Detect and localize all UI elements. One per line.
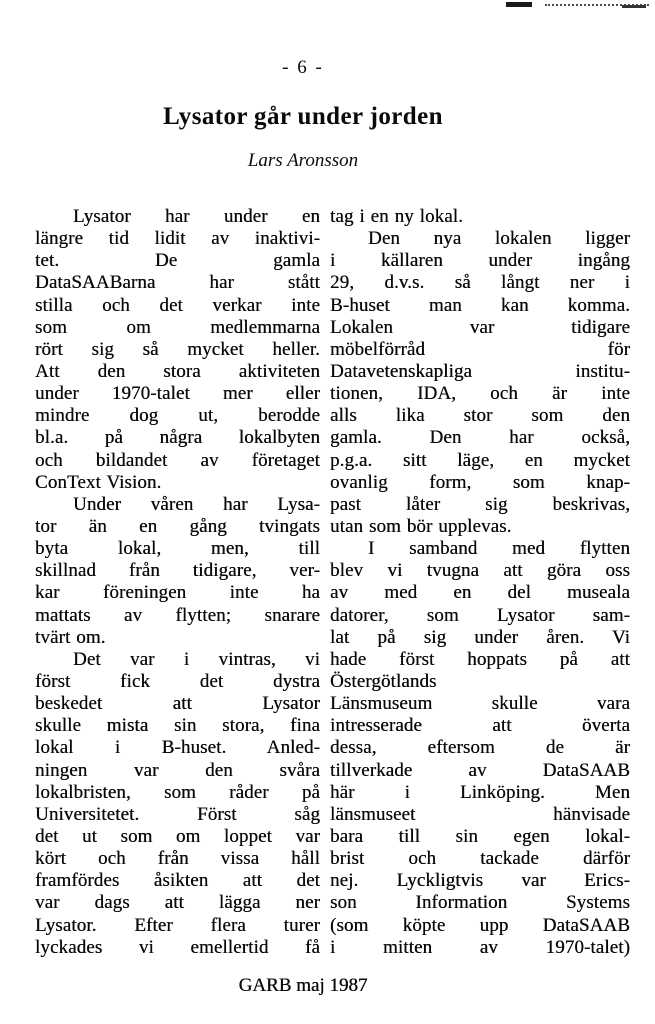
text-line: stilla och det verkar inte <box>35 294 320 316</box>
text-line: tag i en ny lokal. <box>330 206 463 227</box>
text-line: bara till sin egen lokal- <box>330 825 630 847</box>
text-line: past låter sig beskrivas, <box>330 493 630 515</box>
text-line: 29, d.v.s. så långt ner i <box>330 272 630 294</box>
text-line: Under våren har Lysa- <box>73 493 320 515</box>
text-line: hade först hoppats på att <box>330 648 630 670</box>
text-line: möbelförråd för <box>330 338 630 360</box>
text-line: beskedet att Lysator <box>35 693 320 715</box>
text-line: Östergötlands <box>330 670 437 692</box>
text-line: lokalbristen, som råder på <box>35 781 320 803</box>
text-line: tet. De gamla <box>35 250 320 272</box>
text-line: skulle mista sin stora, fina <box>35 715 320 737</box>
text-line: framfördes åsikten att det <box>35 870 320 892</box>
text-line: son Information Systems <box>330 892 630 914</box>
text-line: i källaren under ingång <box>330 250 630 272</box>
right-column <box>330 206 630 959</box>
scan-artifact <box>0 0 655 10</box>
text-line: under 1970-talet mer eller <box>35 383 320 405</box>
text-line: Lysator. Efter flera turer <box>35 914 320 936</box>
article-body <box>0 206 630 959</box>
text-line: dessa, eftersom de är <box>330 737 630 759</box>
text-line: kört och från vissa håll <box>35 848 320 870</box>
text-line: i mitten av 1970-talet) <box>330 936 630 958</box>
page-header <box>0 0 655 172</box>
page-footer: GARB maj 1987 <box>238 974 368 996</box>
text-line: ConText Vision. <box>35 471 162 493</box>
text-line: tillverkade av DataSAAB <box>330 759 630 781</box>
text-line: här i Linköping. Men <box>330 781 630 803</box>
text-line: lat på sig under åren. Vi <box>330 626 630 648</box>
text-line: I samband med flytten <box>368 538 630 560</box>
text-line: blev vi tvugna att göra oss <box>330 560 630 582</box>
page-number: - 6 - <box>282 57 324 78</box>
text-line: lokal i B-huset. Anled- <box>35 737 320 759</box>
text-line: av med en del museala <box>330 582 630 604</box>
text-line: tionen, IDA, och är inte <box>330 383 630 405</box>
text-line: mindre dog ut, berodde <box>35 405 320 427</box>
text-line: alls lika stor som den <box>330 405 630 427</box>
text-line: först fick det dystra <box>35 670 320 692</box>
article-title: Lysator går under jorden <box>163 103 443 130</box>
text-line: tor än en gång tvingats <box>35 515 320 537</box>
text-line: var dags att lägga ner <box>35 892 320 914</box>
text-line: brist och tackade därför <box>330 848 630 870</box>
text-line: datorer, som Lysator sam- <box>330 604 630 626</box>
text-line: nej. Lyckligtvis var Erics- <box>330 870 630 892</box>
text-line: mattats av flytten; snarare <box>35 604 320 626</box>
text-line: (som köpte upp DataSAAB <box>330 914 630 936</box>
text-line: det ut som om loppet var <box>35 825 320 847</box>
text-line: längre tid lidit av inaktivi- <box>35 228 320 250</box>
left-column <box>35 206 320 959</box>
text-line: ningen var den svåra <box>35 759 320 781</box>
text-line: B-huset man kan komma. <box>330 294 630 316</box>
text-line: Datavetenskapliga institu- <box>330 360 630 382</box>
text-line: p.g.a. sitt läge, en mycket <box>330 449 630 471</box>
text-line: gamla. Den har också, <box>330 427 630 449</box>
text-line: byta lokal, men, till <box>35 538 320 560</box>
text-line: kar föreningen inte ha <box>35 582 320 604</box>
text-line: ovanlig form, som knap- <box>330 471 630 493</box>
text-line: och bildandet av företaget <box>35 449 320 471</box>
text-line: Länsmuseum skulle vara <box>330 693 630 715</box>
text-line: Lysator har under en <box>73 206 320 227</box>
text-line: tvärt om. <box>35 626 106 648</box>
text-line: Lokalen var tidigare <box>330 316 630 338</box>
text-line: Universitetet. Först såg <box>35 803 320 825</box>
text-line: skillnad från tidigare, ver- <box>35 560 320 582</box>
text-line: Det var i vintras, vi <box>73 648 320 670</box>
text-line: lyckades vi emellertid få <box>35 936 320 958</box>
article-author: Lars Aronsson <box>247 150 359 171</box>
text-line: DataSAABarna har stått <box>35 272 320 294</box>
text-line: bl.a. på några lokalbyten <box>35 427 320 449</box>
text-line: rört sig så mycket heller. <box>35 338 320 360</box>
text-line: intresserade att överta <box>330 715 630 737</box>
text-line: utan som bör upplevas. <box>330 515 512 537</box>
text-line: som om medlemmarna <box>35 316 320 338</box>
text-line: Den nya lokalen ligger <box>368 228 630 250</box>
text-line: Att den stora aktiviteten <box>35 360 320 382</box>
text-line: länsmuseet hänvisade <box>330 803 630 825</box>
